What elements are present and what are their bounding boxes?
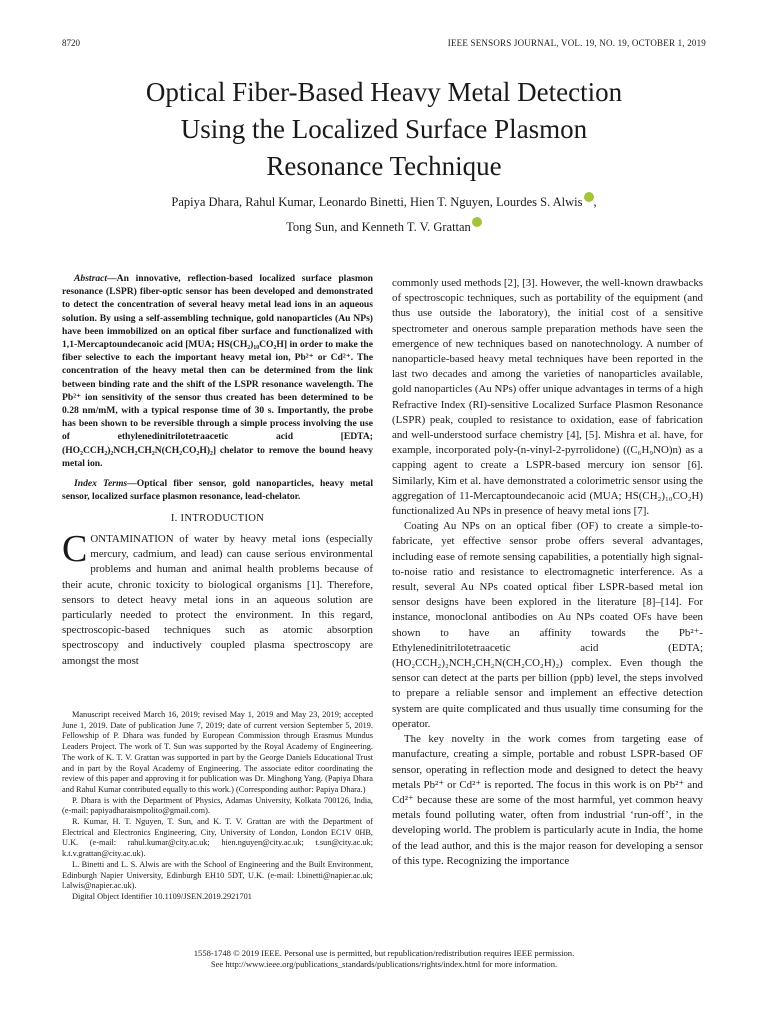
- title-line-3: Resonance Technique: [266, 151, 502, 181]
- footnote-binetti: L. Binetti and L. S. Alwis are with the School of Engineering and the Built Environment, Edinburgh Napier University, Edinburgh EH10 5DT, U.K. (e-mail: l.binetti@napier.ac.uk; l.alwis@napier.ac.uk).: [62, 859, 373, 891]
- abstract-text: —An innovative, reflection-based localized surface plasmon resonance (LSPR) fiber-optic sensor has been developed and demonstrated to detect the concentration of several heavy metal lead ions in an aqueous solution. By using a self-assembling technique, gold nanoparticles (Au NPs) have been immobilized on an optical fiber surface and functionalized with 1,1-Mercaptoundecanoic acid [MUA; HS(CH₂)₁₀CO₂H] in order to make the fiber selective to each the important heavy metal ion, Pb²⁺ or Cd²⁺. The concentration of the heavy metal then can be determined from the link between binding rate and the shift of the LSPR resonance wavelength. The Pb²⁺ ion sensitivity of the sensor thus created has been determined to be 0.28 nm/mM, with a typical response time of 30 s. Importantly, the probe has been shown to be reversible through a simple process involving the use of ethylenedinitrilotetraacetic acid [EDTA;(HO₂CCH₂)₂NCH₂CH₂N(CH₂CO₂H)₂] chelator to remove the bound heavy metal ion.: [62, 273, 373, 469]
- authors-line-1-end: ,: [593, 195, 597, 209]
- footnote-manuscript: Manuscript received March 16, 2019; revised May 1, 2019 and May 23, 2019; accepted June 1, 2019. Date of publication June 7, 2019; date of current version September 5, 2019. Fellowship of P. Dhara was funded by European Commission through Erasmus Mundus Leaders Project. The work of T. Sun was supported by the Royal Academy of Engineering. The work of K. T. V. Grattan was supported in part by the George Daniels Educational Trust and in part by the Royal Academy of Engineering. The associate editor coordinating the review of this paper and approving it for publication was Dr. Minghong Yang. (Papiya Dhara and Rahul Kumar contributed equally to this work.) (Corresponding author: Papiya Dhara.): [62, 710, 373, 794]
- copyright-line-1: 1558-1748 © 2019 IEEE. Personal use is permitted, but republication/redistribution requires IEEE permission.: [193, 948, 575, 958]
- intro-paragraph: [62, 528, 373, 669]
- footnote-dhara: P. Dhara is with the Department of Physics, Adamas University, Kolkata 700126, India, (e-mail: papiyadharaismpolito@gmail.com).: [62, 795, 373, 816]
- right-paragraph-2: Coating Au NPs on an optical fiber (OF) to create a simple-to-fabricate, yet effective sensor probe offers several advantages, including ease of remote sensing capabilities, a potentially high signal-to-noise ratio and resistance to electromagnetic interference. As a result, several Au NPs coated optical fiber LSPR-based metal ion sensor designs have been explored in the literature [8]–[14]. For instance, monoclonal antibodies on Au NPs coated OFs have been shown to have an affinity towards the Pb²⁺- Ethylenedinitrilotetraacetic acid (EDTA;(HO₂CCH₂)₂NCH₂CH₂N(CH₂CO₂H)₂) complex. Even though the sensor can detect at the parts per billion (ppb) level, the steps involved to prepare a reliable sensor and implement an effective detection system are quite complicated and thus usually time consuming for the operator.: [392, 520, 703, 730]
- footnote-doi: Digital Object Identifier 10.1109/JSEN.2019.2921701: [72, 891, 252, 901]
- orcid-icon[interactable]: [584, 192, 594, 202]
- abstract-lead: Abstract: [74, 273, 108, 284]
- section-heading: I. INTRODUCTION: [170, 513, 265, 525]
- index-terms-text: —Optical fiber sensor, gold nanoparticles, heavy metal sensor, localized surface plasmon resonance, lead-chelator.: [62, 478, 373, 503]
- title-line-1: Optical Fiber-Based Heavy Metal Detection: [145, 77, 623, 107]
- running-head: IEEE SENSORS JOURNAL, VOL. 19, NO. 19, OCTOBER 1, 2019: [447, 38, 706, 48]
- right-paragraph-3: The key novelty in the work comes from targeting ease of manufacture, creating a simple, portable and robust LSPR-based OF sensor, operating in reflection mode and designed to detect the heavy metals Pb²⁺ or Cd²⁺ is reported. The focus in this work is on Pb²⁺ and Cd²⁺ because these are some of the most harmful, yet common heavy metals found polluting water, often from industrial ‘run-off’, in the developing world. The problem is particularly acute in India, the home of the lead author, and this is the major reason for developing a sensor of this type. Recognizing the importance: [392, 733, 703, 867]
- authors-line-2: Tong Sun, and Kenneth T. V. Grattan: [286, 220, 471, 234]
- index-terms: [62, 477, 373, 503]
- abstract: [62, 272, 373, 470]
- authors-line-1: Papiya Dhara, Rahul Kumar, Leonardo Binetti, Hien T. Nguyen, Lourdes S. Alwis: [171, 195, 583, 209]
- copyright-line-2: See http://www.ieee.org/publications_standards/publications/rights/index.html for more information.: [210, 959, 558, 969]
- index-terms-lead: Index Terms: [74, 478, 128, 490]
- dropcap: C: [62, 528, 88, 571]
- page-number: 8720: [62, 38, 80, 48]
- copyright-notice: [60, 948, 708, 970]
- right-column: [392, 276, 703, 869]
- intro-text: ONTAMINATION of water by heavy metal ions (especially mercury, cadmium, and lead) can cause serious environmental problems and human and animal health problems because of their acute, chronic toxicity to biological organisms [1]. Therefore, sensors to detect heavy metal ions in an aqueous solution are particularly needed to protect the environment. In this regard, spectroscopic-based techniques such as atomic absorption spectroscopy and inductively coupled plasma spectroscopy are amongst the most: [62, 533, 373, 667]
- footnote-kumar: R. Kumar, H. T. Nguyen, T. Sun, and K. T. V. Grattan are with the Department of Electrical and Electronics Engineering, City, University of London, London EC1V 0HB, U.K. (e-mail: rahul.kumar@city.ac.uk; hien.nguyen@city.ac.uk; t.sun@city.ac.uk; k.t.v.grattan@city.ac.uk).: [62, 817, 373, 859]
- left-column: [62, 272, 373, 669]
- author-list: [60, 190, 708, 240]
- orcid-icon[interactable]: [472, 217, 482, 227]
- footnotes: [62, 710, 373, 903]
- title-line-2: Using the Localized Surface Plasmon: [180, 114, 588, 144]
- right-paragraph-1: commonly used methods [2], [3]. However, the well-known drawbacks of spectroscopic techniques, such as portability of the equipment (and thus use outside the laboratory), the initial cost of a sensitive spectrometer and onerous sample preparation methods have seen the emergence of new techniques based on nanotechnology. A number of nanoparticle-based heavy metal techniques have been reported in the last two decades and among the varieties of nanoparticles available, gold nanoparticles (Au NPs) offer unique advantages in terms of a high Refractive Index (RI)-sensitive Localized Surface Plasmon Resonance (LSPR) peak, coupled to resistance to oxidation, ease of fabrication and well-understood surface chemistry [4], [5]. Mishra et al. have, for example, incorporated poly-(n-vinyl-2-pyrrolidone) ((C₆H₉NO)n) as a capping agent to create a LSPR-based mercury ion sensor [6]. Similarly, Kim et al. have demonstrated a colorimetric sensor using the aggregation of 11-Mercaptoundecanoic acid (MUA; HS(CH₂)₁₀CO₂H) functionalized Au NPs in presence of heavy metal ions [7].: [392, 277, 704, 518]
- paper-title: [60, 74, 708, 185]
